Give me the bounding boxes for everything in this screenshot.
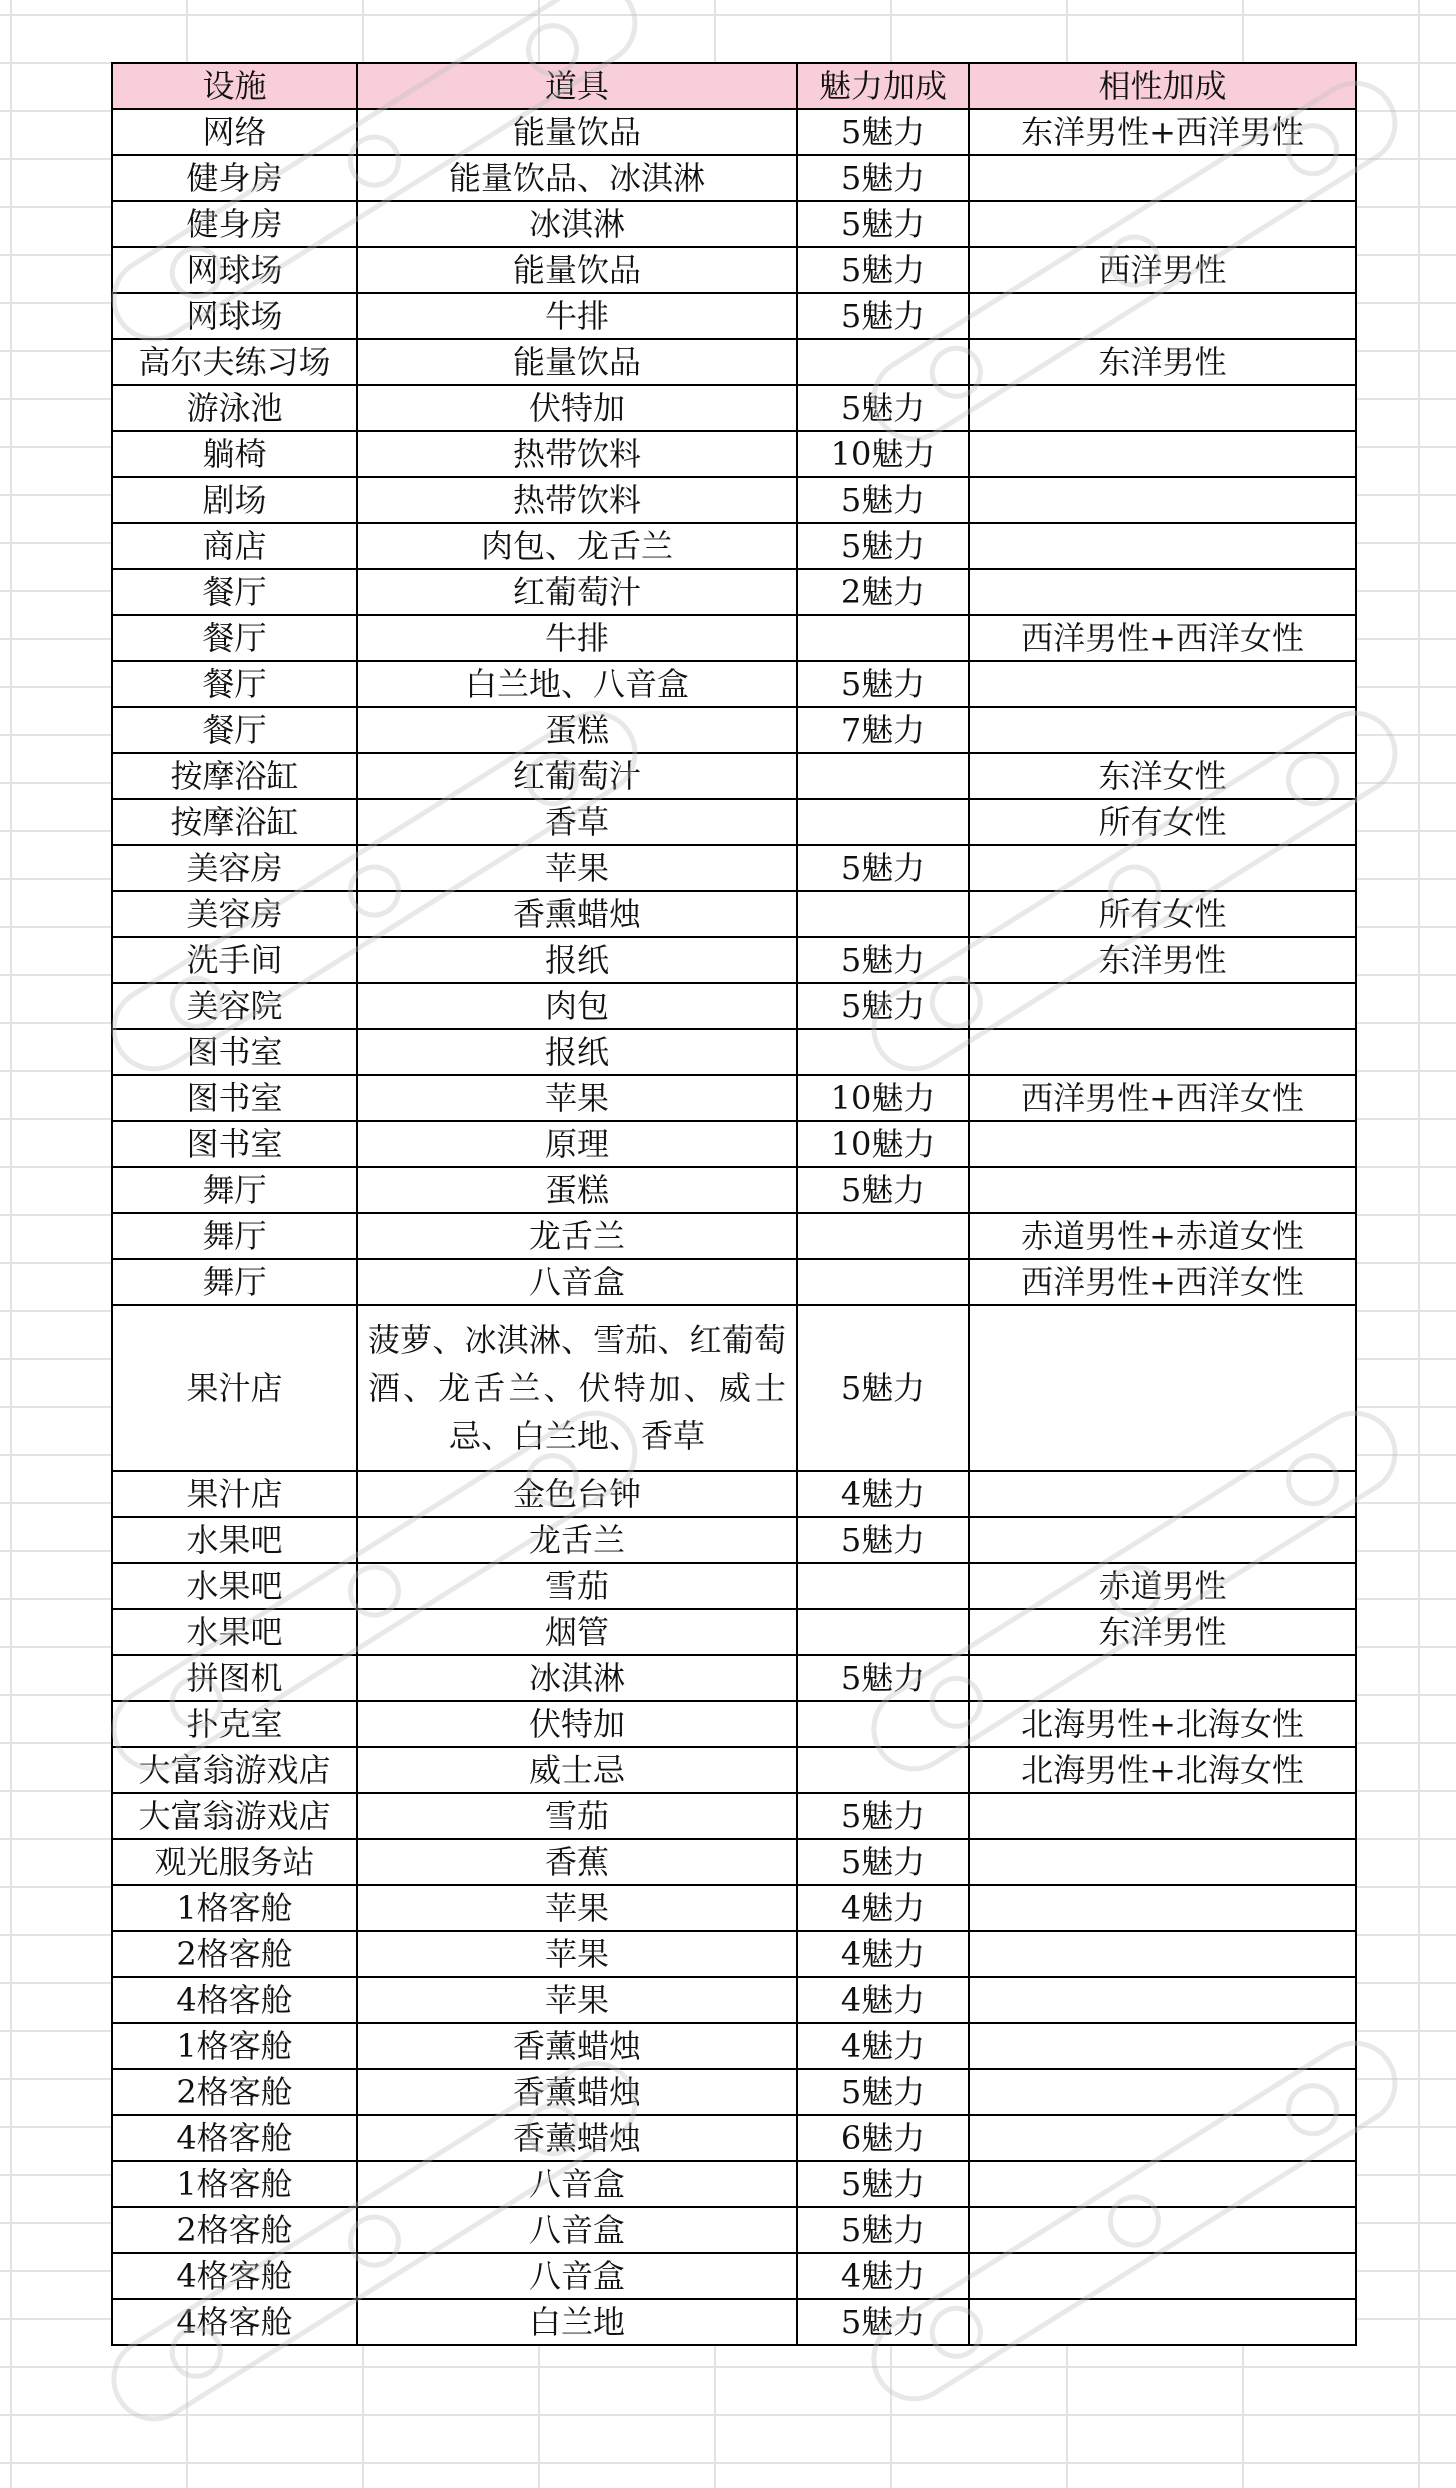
affinity-bonus-cell[interactable]: 北海男性+北海女性 <box>969 1747 1356 1793</box>
charm-bonus-cell[interactable] <box>797 1259 969 1305</box>
table-row <box>112 1471 1356 1517</box>
header-charm-bonus[interactable]: 魅力加成 <box>797 63 969 109</box>
charm-bonus-cell[interactable]: 5魅力 <box>797 477 969 523</box>
facility-cell[interactable]: 2格客舱 <box>112 2069 357 2115</box>
item-cell[interactable]: 报纸 <box>357 937 797 983</box>
charm-bonus-cell[interactable]: 5魅力 <box>797 1655 969 1701</box>
table-row <box>112 2161 1356 2207</box>
item-cell[interactable]: 报纸 <box>357 1029 797 1075</box>
table-row <box>112 891 1356 937</box>
affinity-bonus-cell[interactable]: 所有女性 <box>969 891 1356 937</box>
affinity-bonus-cell[interactable]: 东洋女性 <box>969 753 1356 799</box>
facility-cell[interactable]: 网络 <box>112 109 357 155</box>
table-row <box>112 1977 1356 2023</box>
table-row <box>112 109 1356 155</box>
facility-cell[interactable]: 2格客舱 <box>112 1931 357 1977</box>
facility-cell[interactable]: 果汁店 <box>112 1305 357 1471</box>
charm-bonus-cell[interactable]: 5魅力 <box>797 1839 969 1885</box>
table-row <box>112 707 1356 753</box>
affinity-bonus-cell[interactable] <box>969 1121 1356 1167</box>
item-cell[interactable]: 热带饮料 <box>357 477 797 523</box>
table-row <box>112 845 1356 891</box>
item-cell[interactable]: 香草 <box>357 799 797 845</box>
facility-cell[interactable]: 图书室 <box>112 1121 357 1167</box>
charm-bonus-cell[interactable] <box>797 1563 969 1609</box>
facility-cell[interactable]: 健身房 <box>112 201 357 247</box>
charm-bonus-cell[interactable]: 5魅力 <box>797 1167 969 1213</box>
affinity-bonus-cell[interactable] <box>969 1839 1356 1885</box>
charm-bonus-cell[interactable]: 4魅力 <box>797 2253 969 2299</box>
charm-bonus-cell[interactable]: 5魅力 <box>797 937 969 983</box>
facility-cell[interactable]: 餐厅 <box>112 707 357 753</box>
table-row <box>112 569 1356 615</box>
charm-bonus-cell[interactable]: 4魅力 <box>797 1471 969 1517</box>
table-row <box>112 1517 1356 1563</box>
charm-bonus-cell[interactable]: 5魅力 <box>797 845 969 891</box>
charm-bonus-cell[interactable]: 10魅力 <box>797 431 969 477</box>
item-cell[interactable]: 苹果 <box>357 1075 797 1121</box>
charm-bonus-cell[interactable]: 5魅力 <box>797 201 969 247</box>
facility-cell[interactable]: 美容院 <box>112 983 357 1029</box>
charm-bonus-cell[interactable]: 5魅力 <box>797 155 969 201</box>
table-row <box>112 937 1356 983</box>
item-cell[interactable]: 能量饮品 <box>357 109 797 155</box>
item-cell[interactable]: 热带饮料 <box>357 431 797 477</box>
charm-bonus-cell[interactable]: 5魅力 <box>797 385 969 431</box>
item-cell[interactable]: 苹果 <box>357 1885 797 1931</box>
item-cell[interactable]: 能量饮品 <box>357 339 797 385</box>
facility-cell[interactable]: 美容房 <box>112 845 357 891</box>
charm-bonus-cell[interactable]: 5魅力 <box>797 2299 969 2345</box>
facility-cell[interactable]: 剧场 <box>112 477 357 523</box>
facility-cell[interactable]: 大富翁游戏店 <box>112 1793 357 1839</box>
table-row <box>112 799 1356 845</box>
table-row <box>112 1701 1356 1747</box>
item-cell[interactable]: 威士忌 <box>357 1747 797 1793</box>
affinity-bonus-cell[interactable] <box>969 293 1356 339</box>
affinity-bonus-cell[interactable] <box>969 1977 1356 2023</box>
item-cell[interactable]: 牛排 <box>357 615 797 661</box>
table-row <box>112 339 1356 385</box>
table-row <box>112 1931 1356 1977</box>
affinity-bonus-cell[interactable]: 东洋男性 <box>969 339 1356 385</box>
item-bonus-table <box>111 62 1357 2346</box>
item-cell[interactable]: 菠萝、冰淇淋、雪茄、红葡萄酒、龙舌兰、伏特加、威士忌、白兰地、香草 <box>357 1305 797 1471</box>
affinity-bonus-cell[interactable]: 赤道男性 <box>969 1563 1356 1609</box>
affinity-bonus-cell[interactable] <box>969 661 1356 707</box>
facility-cell[interactable]: 4格客舱 <box>112 2299 357 2345</box>
item-cell[interactable]: 原理 <box>357 1121 797 1167</box>
item-cell[interactable]: 烟管 <box>357 1609 797 1655</box>
charm-bonus-cell[interactable]: 5魅力 <box>797 523 969 569</box>
charm-bonus-cell[interactable]: 2魅力 <box>797 569 969 615</box>
facility-cell[interactable]: 图书室 <box>112 1075 357 1121</box>
affinity-bonus-cell[interactable] <box>969 845 1356 891</box>
affinity-bonus-cell[interactable] <box>969 2115 1356 2161</box>
item-cell[interactable]: 蛋糕 <box>357 1167 797 1213</box>
charm-bonus-cell[interactable]: 4魅力 <box>797 2023 969 2069</box>
table-row <box>112 2253 1356 2299</box>
facility-cell[interactable]: 1格客舱 <box>112 2161 357 2207</box>
affinity-bonus-cell[interactable]: 西洋男性+西洋女性 <box>969 1259 1356 1305</box>
facility-cell[interactable]: 游泳池 <box>112 385 357 431</box>
affinity-bonus-cell[interactable] <box>969 707 1356 753</box>
facility-cell[interactable]: 网球场 <box>112 293 357 339</box>
charm-bonus-cell[interactable]: 5魅力 <box>797 109 969 155</box>
charm-bonus-cell[interactable]: 5魅力 <box>797 293 969 339</box>
table-row <box>112 1747 1356 1793</box>
item-cell[interactable]: 能量饮品 <box>357 247 797 293</box>
item-cell[interactable]: 龙舌兰 <box>357 1517 797 1563</box>
table-row <box>112 1029 1356 1075</box>
table-row <box>112 431 1356 477</box>
charm-bonus-cell[interactable]: 4魅力 <box>797 1885 969 1931</box>
table-row <box>112 1839 1356 1885</box>
affinity-bonus-cell[interactable] <box>969 569 1356 615</box>
table-body <box>112 109 1356 2345</box>
charm-bonus-cell[interactable]: 5魅力 <box>797 2161 969 2207</box>
affinity-bonus-cell[interactable] <box>969 2161 1356 2207</box>
table-row <box>112 155 1356 201</box>
item-cell[interactable]: 雪茄 <box>357 1793 797 1839</box>
item-cell[interactable]: 白兰地、八音盒 <box>357 661 797 707</box>
table-row <box>112 477 1356 523</box>
charm-bonus-cell[interactable] <box>797 615 969 661</box>
item-cell[interactable]: 香薰蜡烛 <box>357 2023 797 2069</box>
table-row <box>112 661 1356 707</box>
affinity-bonus-cell[interactable] <box>969 1931 1356 1977</box>
table-row <box>112 247 1356 293</box>
charm-bonus-cell[interactable] <box>797 1029 969 1075</box>
affinity-bonus-cell[interactable]: 西洋男性 <box>969 247 1356 293</box>
charm-bonus-cell[interactable]: 5魅力 <box>797 1517 969 1563</box>
table-row <box>112 1793 1356 1839</box>
charm-bonus-cell[interactable]: 5魅力 <box>797 1305 969 1471</box>
table-row <box>112 1885 1356 1931</box>
facility-cell[interactable]: 高尔夫练习场 <box>112 339 357 385</box>
facility-cell[interactable]: 1格客舱 <box>112 1885 357 1931</box>
item-cell[interactable]: 香蕉 <box>357 1839 797 1885</box>
table-row <box>112 293 1356 339</box>
facility-cell[interactable]: 观光服务站 <box>112 1839 357 1885</box>
item-cell[interactable]: 龙舌兰 <box>357 1213 797 1259</box>
charm-bonus-cell[interactable] <box>797 1609 969 1655</box>
facility-cell[interactable]: 躺椅 <box>112 431 357 477</box>
item-cell[interactable]: 香薰蜡烛 <box>357 2115 797 2161</box>
affinity-bonus-cell[interactable] <box>969 431 1356 477</box>
affinity-bonus-cell[interactable] <box>969 201 1356 247</box>
table-row <box>112 1563 1356 1609</box>
item-cell[interactable]: 肉包、龙舌兰 <box>357 523 797 569</box>
facility-cell[interactable]: 舞厅 <box>112 1259 357 1305</box>
item-cell[interactable]: 八音盒 <box>357 2161 797 2207</box>
affinity-bonus-cell[interactable] <box>969 1655 1356 1701</box>
charm-bonus-cell[interactable]: 10魅力 <box>797 1121 969 1167</box>
affinity-bonus-cell[interactable]: 西洋男性+西洋女性 <box>969 1075 1356 1121</box>
table-row <box>112 385 1356 431</box>
affinity-bonus-cell[interactable] <box>969 2207 1356 2253</box>
table-row <box>112 1213 1356 1259</box>
charm-bonus-cell[interactable]: 4魅力 <box>797 1977 969 2023</box>
affinity-bonus-cell[interactable] <box>969 2069 1356 2115</box>
item-cell[interactable]: 白兰地 <box>357 2299 797 2345</box>
affinity-bonus-cell[interactable]: 东洋男性 <box>969 937 1356 983</box>
charm-bonus-cell[interactable] <box>797 1213 969 1259</box>
affinity-bonus-cell[interactable] <box>969 1471 1356 1517</box>
facility-cell[interactable]: 果汁店 <box>112 1471 357 1517</box>
item-cell[interactable]: 八音盒 <box>357 1259 797 1305</box>
affinity-bonus-cell[interactable] <box>969 2253 1356 2299</box>
item-cell[interactable]: 伏特加 <box>357 385 797 431</box>
item-cell[interactable]: 伏特加 <box>357 1701 797 1747</box>
item-cell[interactable]: 八音盒 <box>357 2207 797 2253</box>
charm-bonus-cell[interactable]: 6魅力 <box>797 2115 969 2161</box>
table-row <box>112 1121 1356 1167</box>
facility-cell[interactable]: 扑克室 <box>112 1701 357 1747</box>
charm-bonus-cell[interactable]: 5魅力 <box>797 661 969 707</box>
charm-bonus-cell[interactable] <box>797 753 969 799</box>
charm-bonus-cell[interactable]: 5魅力 <box>797 2069 969 2115</box>
charm-bonus-cell[interactable]: 5魅力 <box>797 1793 969 1839</box>
affinity-bonus-cell[interactable]: 东洋男性 <box>969 1609 1356 1655</box>
table-row <box>112 2207 1356 2253</box>
facility-cell[interactable]: 图书室 <box>112 1029 357 1075</box>
affinity-bonus-cell[interactable] <box>969 1305 1356 1471</box>
affinity-bonus-cell[interactable] <box>969 983 1356 1029</box>
item-cell[interactable]: 香熏蜡烛 <box>357 891 797 937</box>
header-row <box>112 63 1356 109</box>
facility-cell[interactable]: 1格客舱 <box>112 2023 357 2069</box>
item-cell[interactable]: 冰淇淋 <box>357 201 797 247</box>
item-cell[interactable]: 肉包 <box>357 983 797 1029</box>
facility-cell[interactable]: 4格客舱 <box>112 1977 357 2023</box>
facility-cell[interactable]: 按摩浴缸 <box>112 799 357 845</box>
facility-cell[interactable]: 洗手间 <box>112 937 357 983</box>
table-row <box>112 1305 1356 1471</box>
facility-cell[interactable]: 餐厅 <box>112 569 357 615</box>
affinity-bonus-cell[interactable] <box>969 2023 1356 2069</box>
item-cell[interactable]: 雪茄 <box>357 1563 797 1609</box>
facility-cell[interactable]: 大富翁游戏店 <box>112 1747 357 1793</box>
facility-cell[interactable]: 舞厅 <box>112 1213 357 1259</box>
table-row <box>112 523 1356 569</box>
item-cell[interactable]: 香薰蜡烛 <box>357 2069 797 2115</box>
table-row <box>112 753 1356 799</box>
affinity-bonus-cell[interactable] <box>969 523 1356 569</box>
item-cell[interactable]: 八音盒 <box>357 2253 797 2299</box>
item-cell[interactable]: 牛排 <box>357 293 797 339</box>
item-cell[interactable]: 能量饮品、冰淇淋 <box>357 155 797 201</box>
item-cell[interactable]: 金色台钟 <box>357 1471 797 1517</box>
table-row <box>112 2069 1356 2115</box>
affinity-bonus-cell[interactable] <box>969 2299 1356 2345</box>
table-row <box>112 201 1356 247</box>
facility-cell[interactable]: 水果吧 <box>112 1517 357 1563</box>
facility-cell[interactable]: 水果吧 <box>112 1609 357 1655</box>
facility-cell[interactable]: 美容房 <box>112 891 357 937</box>
item-cell[interactable]: 冰淇淋 <box>357 1655 797 1701</box>
affinity-bonus-cell[interactable] <box>969 1167 1356 1213</box>
table-row <box>112 615 1356 661</box>
item-cell[interactable]: 红葡萄汁 <box>357 569 797 615</box>
charm-bonus-cell[interactable]: 4魅力 <box>797 1931 969 1977</box>
table-row <box>112 1259 1356 1305</box>
charm-bonus-cell[interactable] <box>797 339 969 385</box>
item-cell[interactable]: 苹果 <box>357 1931 797 1977</box>
item-cell[interactable]: 苹果 <box>357 845 797 891</box>
table-row <box>112 2115 1356 2161</box>
charm-bonus-cell[interactable]: 7魅力 <box>797 707 969 753</box>
table-row <box>112 1167 1356 1213</box>
affinity-bonus-cell[interactable] <box>969 1517 1356 1563</box>
affinity-bonus-cell[interactable] <box>969 155 1356 201</box>
facility-cell[interactable]: 餐厅 <box>112 661 357 707</box>
charm-bonus-cell[interactable]: 5魅力 <box>797 983 969 1029</box>
charm-bonus-cell[interactable]: 5魅力 <box>797 2207 969 2253</box>
table-row <box>112 1655 1356 1701</box>
charm-bonus-cell[interactable] <box>797 891 969 937</box>
charm-bonus-cell[interactable]: 5魅力 <box>797 247 969 293</box>
facility-cell[interactable]: 健身房 <box>112 155 357 201</box>
charm-bonus-cell[interactable]: 10魅力 <box>797 1075 969 1121</box>
item-cell[interactable]: 蛋糕 <box>357 707 797 753</box>
charm-bonus-cell[interactable] <box>797 799 969 845</box>
affinity-bonus-cell[interactable] <box>969 1885 1356 1931</box>
table-row <box>112 1609 1356 1655</box>
table-row <box>112 2023 1356 2069</box>
charm-bonus-cell[interactable] <box>797 1747 969 1793</box>
charm-bonus-cell[interactable] <box>797 1701 969 1747</box>
header-affinity-bonus[interactable]: 相性加成 <box>969 63 1356 109</box>
affinity-bonus-cell[interactable]: 西洋男性+西洋女性 <box>969 615 1356 661</box>
affinity-bonus-cell[interactable] <box>969 477 1356 523</box>
facility-cell[interactable]: 按摩浴缸 <box>112 753 357 799</box>
facility-cell[interactable]: 餐厅 <box>112 615 357 661</box>
item-cell[interactable]: 苹果 <box>357 1977 797 2023</box>
header-item[interactable]: 道具 <box>357 63 797 109</box>
facility-cell[interactable]: 舞厅 <box>112 1167 357 1213</box>
facility-cell[interactable]: 商店 <box>112 523 357 569</box>
header-facility[interactable]: 设施 <box>112 63 357 109</box>
affinity-bonus-cell[interactable]: 北海男性+北海女性 <box>969 1701 1356 1747</box>
facility-cell[interactable]: 4格客舱 <box>112 2253 357 2299</box>
facility-cell[interactable]: 4格客舱 <box>112 2115 357 2161</box>
affinity-bonus-cell[interactable] <box>969 1793 1356 1839</box>
facility-cell[interactable]: 网球场 <box>112 247 357 293</box>
affinity-bonus-cell[interactable] <box>969 385 1356 431</box>
table-row <box>112 983 1356 1029</box>
affinity-bonus-cell[interactable]: 赤道男性+赤道女性 <box>969 1213 1356 1259</box>
facility-cell[interactable]: 2格客舱 <box>112 2207 357 2253</box>
facility-cell[interactable]: 拼图机 <box>112 1655 357 1701</box>
table-row <box>112 1075 1356 1121</box>
table-row <box>112 2299 1356 2345</box>
affinity-bonus-cell[interactable]: 东洋男性+西洋男性 <box>969 109 1356 155</box>
item-cell[interactable]: 红葡萄汁 <box>357 753 797 799</box>
facility-cell[interactable]: 水果吧 <box>112 1563 357 1609</box>
affinity-bonus-cell[interactable] <box>969 1029 1356 1075</box>
affinity-bonus-cell[interactable]: 所有女性 <box>969 799 1356 845</box>
